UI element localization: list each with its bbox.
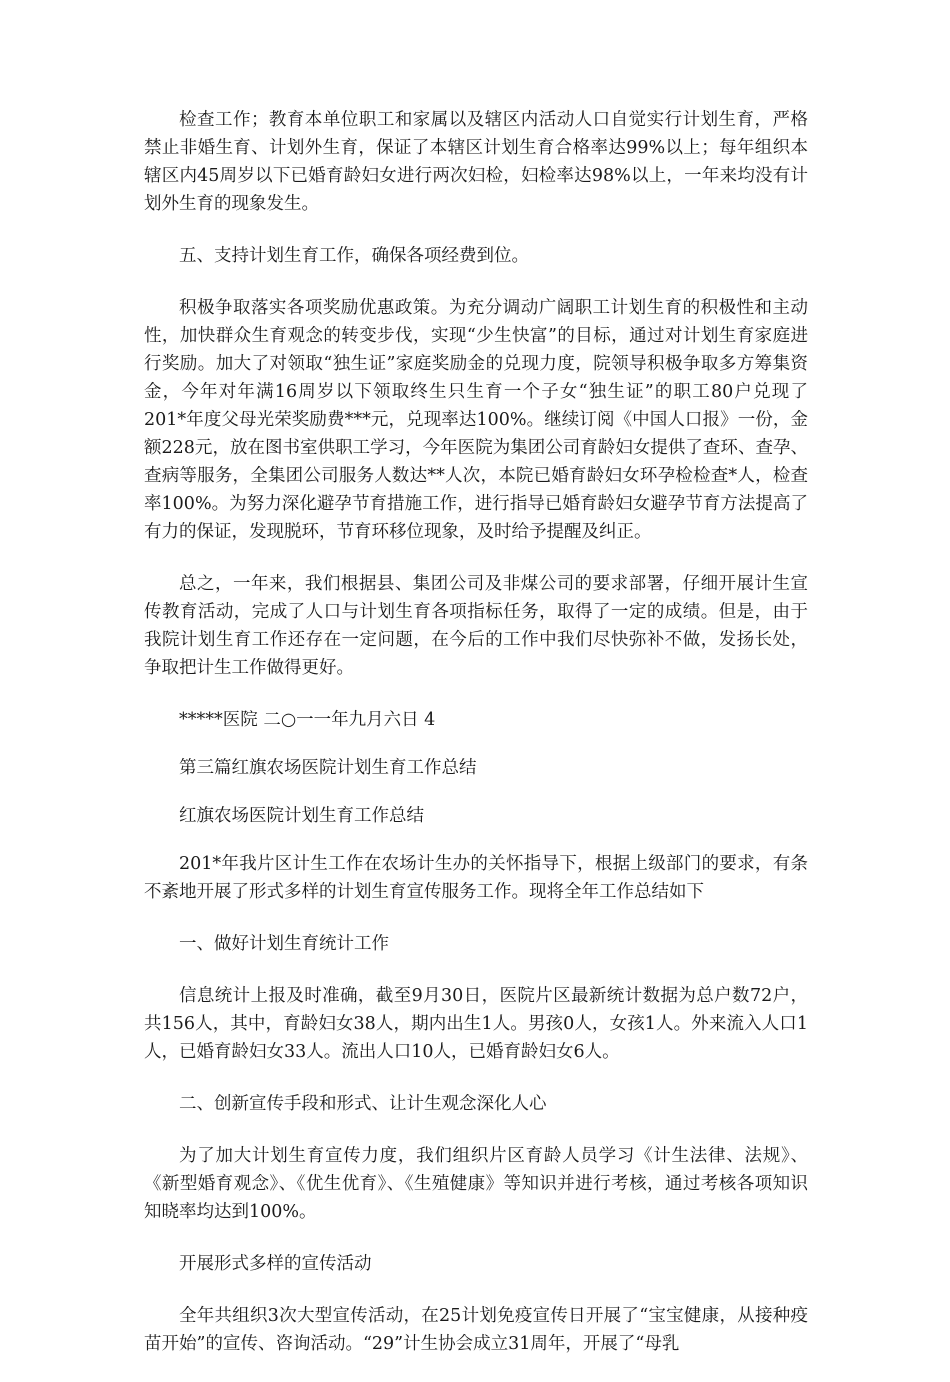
signature-date-line: *****医院 二○一一年九月六日 4 — [179, 710, 436, 730]
section-title: 第三篇红旗农场医院计划生育工作总结 — [179, 758, 477, 778]
paragraph-summary: 总之，一年来，我们根据县、集团公司及非煤公司的要求部署，仔细开展计生宣传教育活动，完成了人口与计划生育各项指标任务，取得了一定的成绩。但是，由于我院计划生育工作还存在一定问题，在今后的工作中我们尽快弥补不做，发扬长处，争取把计生工作做得更好。 — [144, 574, 808, 678]
paragraph-publicity: 为了加大计划生育宣传力度，我们组织片区育龄人员学习《计生法律、法规》、《新型婚育观念》、《优生优育》、《生殖健康》等知识并进行考核，通过考核各项知识知晓率均达到100%。 — [144, 1146, 808, 1222]
document-body — [144, 106, 808, 1382]
paragraph-inspection: 检查工作；教育本单位职工和家属以及辖区内活动人口自觉实行计划生育，严格禁止非婚生育、计划外生育，保证了本辖区计划生育合格率达99%以上；每年组织本辖区内45周岁以下已婚育龄妇女进行两次妇检，妇检率达98%以上，一年来均没有计划外生育的现象发生。 — [144, 110, 808, 214]
paragraph-intro: 201*年我片区计生工作在农场计生办的关怀指导下，根据上级部门的要求，有条不紊地开展了形式多样的计划生育宣传服务工作。现将全年工作总结如下 — [144, 854, 808, 902]
paragraph-statistics: 信息统计上报及时准确，截至9月30日，医院片区最新统计数据为总户数72户，共156人，其中，育龄妇女38人，期内出生1人。男孩0人，女孩1人。外来流入人口1人，已婚育龄妇女33人。流出人口10人，已婚育龄妇女6人。 — [144, 986, 808, 1062]
heading-publicity: 二、创新宣传手段和形式、让计生观念深化人心 — [179, 1094, 547, 1114]
document-title: 红旗农场医院计划生育工作总结 — [179, 806, 424, 826]
heading-statistics: 一、做好计划生育统计工作 — [179, 934, 389, 954]
paragraph-activities: 全年共组织3次大型宣传活动，在25计划免疫宣传日开展了“宝宝健康，从接种疫苗开始”的宣传、咨询活动。“29”计生协会成立31周年，开展了“母乳 — [144, 1306, 808, 1354]
heading-activities: 开展形式多样的宣传活动 — [179, 1254, 372, 1274]
heading-support-funding: 五、支持计划生育工作，确保各项经费到位。 — [179, 246, 529, 266]
paragraph-incentives: 积极争取落实各项奖励优惠政策。为充分调动广阔职工计划生育的积极性和主动性，加快群众生育观念的转变步伐，实现“少生快富”的目标，通过对计划生育家庭进行奖励。加大了对领取“独生证”家庭奖励金的兑现力度，院领导积极争取多方筹集资金，今年对年满16周岁以下领取终生只生育一个子女“独生证”的职工80户兑现了201*年度父母光荣奖励费***元，兑现率达100%。继续订阅《中国人口报》一份，金额228元，放在图书室供职工学习，今年医院为集团公司育龄妇女提供了查环、查孕、查病等服务，全集团公司服务人数达**人次，本院已婚育龄妇女环孕检检查*人，检查率100%。为努力深化避孕节育措施工作，进行指导已婚育龄妇女避孕节育方法提高了有力的保证，发现脱环，节育环移位现象，及时给予提醒及纠正。 — [144, 298, 808, 542]
